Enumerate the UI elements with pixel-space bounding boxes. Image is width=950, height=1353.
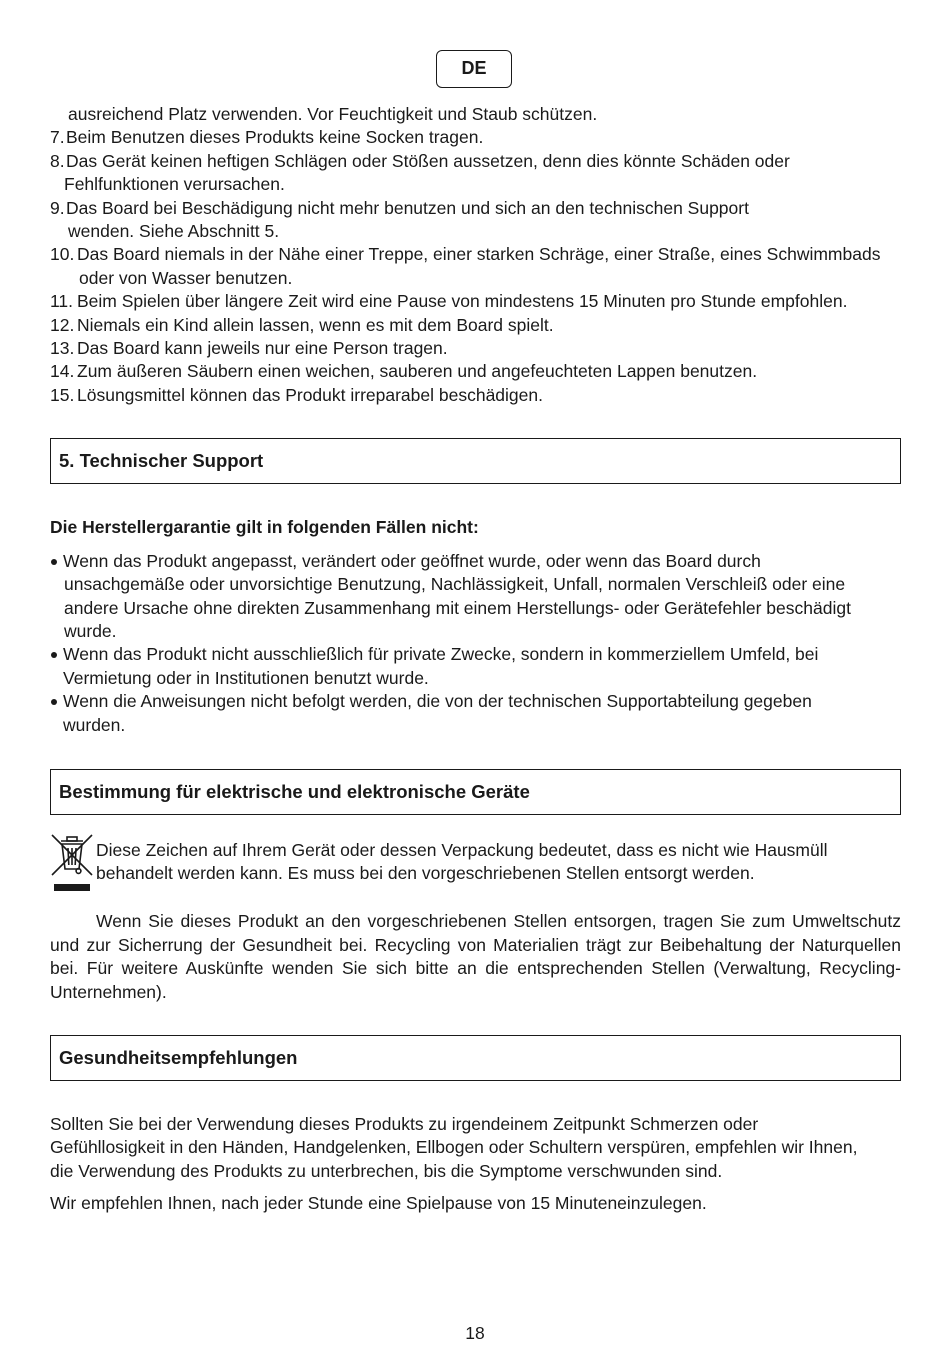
list-item-text: Das Board kann jeweils nur eine Person tragen.	[77, 338, 448, 359]
paragraph-line: Gefühllosigkeit in den Händen, Handgelenken, Ellbogen oder Schultern verspüren, empfehlen wir Ihnen,	[50, 1137, 858, 1158]
warranty-exclusions-list	[50, 550, 901, 737]
section-heading-health: Gesundheitsempfehlungen	[50, 1035, 901, 1081]
section-heading-disposal: Bestimmung für elektrische und elektronische Geräte	[50, 769, 901, 815]
crossed-out-wheelie-bin-icon	[50, 833, 96, 901]
list-item-number: 11.	[50, 291, 74, 312]
list-item-text: Niemals ein Kind allein lassen, wenn es mit dem Board spielt.	[77, 314, 554, 335]
page-content	[50, 103, 901, 1216]
weee-text-line: behandelt werden kann. Es muss bei den vorgeschriebenen Stellen entsorgt werden.	[96, 863, 755, 884]
list-continuation: ausreichend Platz verwenden. Vor Feuchtigkeit und Staub schützen.	[68, 104, 598, 124]
list-item-text: wenden. Siehe Abschnitt 5.	[68, 221, 280, 242]
list-item-number: 12.	[50, 314, 75, 335]
disposal-paragraph: Wenn Sie dieses Produkt an den vorgeschriebenen Stellen entsorgen, tragen Sie zum Umweltschutz und zur Sicherrung der Gesundheit bei. Recycling von Materialien trägt zur Beibehaltung der Naturquellen bei. Für weitere Auskünfte wenden Sie sich bitte an die entsprechenden Stellen (Verwaltung, Recycling-Unternehmen).	[50, 911, 901, 1002]
list-item-text: Beim Spielen über längere Zeit wird eine Pause von mindestens 15 Minuten pro Stunde empfohlen.	[77, 291, 848, 312]
weee-text-line: Diese Zeichen auf Ihrem Gerät oder dessen Verpackung bedeutet, dass es nicht wie Hausmüll	[96, 839, 828, 860]
paragraph-line: Sollten Sie bei der Verwendung dieses Produkts zu irgendeinem Zeitpunkt Schmerzen oder	[50, 1113, 759, 1134]
list-item	[50, 384, 901, 407]
weee-icon-text	[96, 833, 828, 886]
warranty-exclusions-heading: Die Herstellergarantie gilt in folgenden Fällen nicht:	[50, 517, 479, 538]
bullet-text: Wenn das Produkt nicht ausschließlich für private Zwecke, sondern in kommerziellem Umfeld, bei	[63, 644, 819, 665]
list-item-number: 10.	[50, 244, 75, 265]
paragraph-line: die Verwendung des Produkts zu unterbrechen, bis die Symptome verschwunden sind.	[50, 1160, 723, 1181]
list-item	[50, 126, 901, 149]
bullet-text: andere Ursache ohne direkten Zusammenhang mit einem Herstellungs- oder Gerätefehler beschädigt	[64, 597, 851, 618]
list-item-text: Zum äußeren Säubern einen weichen, sauberen und angefeuchteten Lappen benutzen.	[77, 361, 758, 382]
list-item	[50, 243, 901, 290]
list-item	[50, 337, 901, 360]
list-item-text: Lösungsmittel können das Produkt irreparabel beschädigen.	[77, 384, 543, 405]
list-item	[50, 197, 901, 244]
bullet-text: Wenn das Produkt angepasst, verändert oder geöffnet wurde, oder wenn das Board durch	[63, 550, 761, 571]
bullet-text: Wenn die Anweisungen nicht befolgt werden, die von der technischen Supportabteilung gegeben	[63, 691, 812, 712]
list-item	[50, 314, 901, 337]
bullet-dot-icon	[51, 559, 57, 565]
page-number: 18	[465, 1323, 485, 1343]
list-item-number: 13.	[50, 338, 75, 359]
list-item-text: Das Board bei Beschädigung nicht mehr benutzen und sich an den technischen Support	[66, 197, 749, 218]
list-item-text: Beim Benutzen dieses Produkts keine Socken tragen.	[66, 127, 484, 148]
list-item-number: 8.	[50, 150, 65, 171]
list-item-text: oder von Wasser benutzen.	[79, 267, 293, 288]
list-item-text: Das Gerät keinen heftigen Schlägen oder Stößen aussetzen, denn dies könnte Schäden oder	[66, 150, 790, 171]
bullet-text: unsachgemäße oder unvorsichtige Benutzung, Nachlässigkeit, Unfall, normalen Verschleiß oder eine	[64, 574, 846, 595]
bullet-item	[50, 550, 901, 644]
language-badge: DE	[436, 50, 512, 88]
health-paragraph-1	[50, 1113, 901, 1183]
list-item	[50, 150, 901, 197]
bullet-text: wurde.	[64, 620, 117, 641]
list-item	[50, 360, 901, 383]
list-item	[50, 290, 901, 313]
list-item-number: 9.	[50, 197, 65, 218]
bullet-item	[50, 690, 901, 737]
health-paragraph-2: Wir empfehlen Ihnen, nach jeder Stunde eine Spielpause von 15 Minuteneinzulegen.	[50, 1193, 707, 1214]
safety-instructions-list	[50, 103, 901, 407]
bullet-text: Vermietung oder in Institutionen benutzt wurde.	[63, 667, 429, 688]
list-item-text: Das Board niemals in der Nähe einer Treppe, einer starken Schräge, einer Straße, eines Schwimmbads	[77, 244, 881, 265]
weee-notice	[50, 833, 901, 901]
list-item-number: 14.	[50, 361, 75, 382]
bullet-dot-icon	[51, 652, 57, 658]
bullet-text: wurden.	[63, 714, 126, 735]
section-heading-technical-support: 5. Technischer Support	[50, 438, 901, 484]
list-item-number: 7.	[50, 127, 65, 148]
bullet-dot-icon	[51, 699, 57, 705]
list-item-number: 15.	[50, 384, 75, 405]
list-item-text: Fehlfunktionen verursachen.	[64, 174, 285, 195]
bullet-item	[50, 643, 901, 690]
